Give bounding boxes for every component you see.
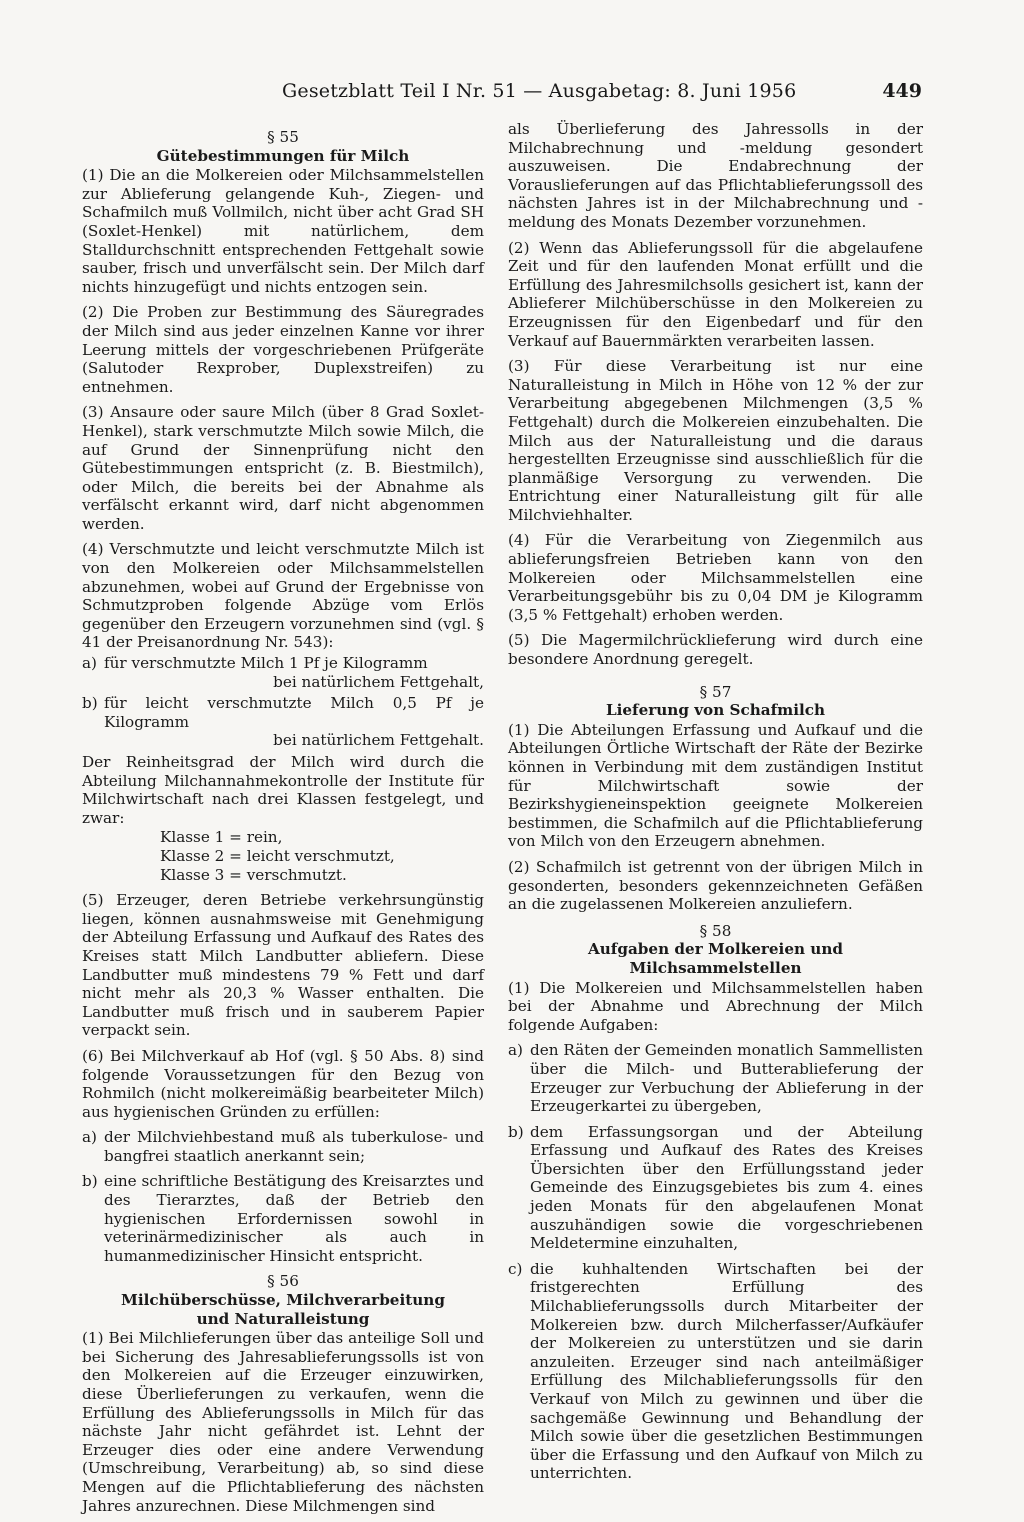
- section-58-number: § 58: [699, 921, 732, 940]
- list-label: b): [82, 694, 98, 713]
- paragraph: (4) Für die Verarbeitung von Ziegenmilch aus ablieferungsfreien Betrieben kann von den Molkereien oder Milchsammelstellen eine Verarbeitungsgebühr bis zu 0,04 DM je Kilogramm (3,5 % Fettgehalt) erhoben werden.: [508, 531, 923, 624]
- paragraph: (6) Bei Milchverkauf ab Hof (vgl. § 50 Abs. 8) sind folgende Voraussetzungen für den Bezug von Rohmilch (nicht molkereimäßig bearbeiteter Milch) aus hygienischen Gründen zu erfüllen:: [82, 1046, 484, 1121]
- list-text: dem Erfassungsorgan und der Abteilung Erfassung und Aufkauf des Rates des Kreises Übersichten über den Erfüllungsstand jeder Gemeinde des Einzugsgebietes bis zum 4. eines jeden Monats für den abgelaufenen Monat auszuhändigen sowie die vorgeschriebenen Meldetermine einzuhalten,: [530, 1122, 923, 1253]
- right-column: [508, 120, 923, 1490]
- list-label: a): [82, 654, 97, 673]
- list-item: [508, 1041, 923, 1115]
- list-continuation: bei natürlichem Fettgehalt,: [273, 672, 484, 691]
- section-57-number: § 57: [699, 682, 732, 701]
- klasse-item: Klasse 2 = leicht verschmutzt,: [160, 846, 395, 865]
- paragraph: (4) Verschmutzte und leicht verschmutzte Milch ist von den Molkereien oder Milchsammelstellen abzunehmen, wobei auf Grund der Ergebnisse von Schmutzproben folgende Abzüge vom Erlös gegenüber den Erzeugern vorzunehmen sind (vgl. § 41 der Preisanordnung Nr. 543):: [82, 540, 484, 652]
- list-text: den Räten der Gemeinden monatlich Sammellisten über die Milch- und Butterablieferung der Erzeuger zur Verbuchung der Ablieferung in der Erzeugerkartei zu übergeben,: [530, 1041, 923, 1116]
- list-text: die kuhhaltenden Wirtschaften bei der fristgerechten Erfüllung des Milchablieferungssolls durch Mitarbeiter der Molkereien bzw. durch Milcherfasser/Aufkäufer der Molkereien zu unterstützen und sie darin anzuleiten. Erzeuger sind nach anteilmäßiger Erfüllung des Milchablieferungssolls für den Verkauf von Milch zu gewinnen und über die sachgemäße Gewinnung und Behandlung der Milch sowie über die gesetzlichen Bestimmungen über die Erfassung und den Aufkauf von Milch zu unterrichten.: [530, 1259, 923, 1483]
- paragraph: (3) Für diese Verarbeitung ist nur eine Naturalleistung in Milch in Höhe von 12 % der zur Verarbeitung abgegebenen Milchmengen (3,5 % Fettgehalt) durch die Molkereien einzubehalten. Die Milch aus der Naturalleistung und die daraus hergestellten Erzeugnisse sind ausschließlich für die planmäßige Versorgung zu verwenden. Die Entrichtung einer Naturalleistung gilt für alle Milchviehhalter.: [508, 357, 923, 524]
- left-column: [82, 120, 484, 1522]
- list-label: a): [82, 1128, 97, 1147]
- section-56-number: § 56: [267, 1272, 299, 1291]
- list-label: b): [82, 1172, 98, 1191]
- paragraph: (5) Erzeuger, deren Betriebe verkehrsungünstig liegen, können ausnahmsweise mit Genehmigung der Abteilung Erfassung und Aufkauf des Rates des Kreises statt Milch Landbutter abliefern. Diese Landbutter muß mindestens 79 % Fett und darf nicht mehr als 20,3 % Wasser enthalten. Die Landbutter muß frisch und in sauberem Papier verpackt sein.: [82, 891, 484, 1040]
- page-number: 449: [882, 80, 922, 102]
- list-text: für verschmutzte Milch 1 Pf je Kilogramm: [104, 654, 428, 673]
- list-text: eine schriftliche Bestätigung des Kreisarztes und des Tierarztes, daß der Betrieb den hygienischen Erfordernissen sowohl in veterinärmedizinischer als auch in humanmedizinischer Hinsicht entspricht.: [104, 1172, 484, 1265]
- header-title: Gesetzblatt Teil I Nr. 51 — Ausgabetag: 8. Juni 1956: [282, 80, 797, 102]
- list-continuation: bei natürlichem Fettgehalt.: [273, 731, 484, 750]
- klasse-item: Klasse 3 = verschmutzt.: [160, 865, 347, 884]
- paragraph: (3) Ansaure oder saure Milch (über 8 Grad Soxlet-Henkel), stark verschmutzte Milch sowie Milch, die auf Grund der Sinnenprüfung nicht den Gütebestimmungen entspricht (z. B. Biestmilch), oder Milch, die bereits bei der Abnahme als verfälscht erkannt wird, darf nicht abgenommen werden.: [82, 403, 484, 533]
- paragraph: (1) Die an die Molkereien oder Milchsammelstellen zur Ablieferung gelangende Kuh-, Ziegen- und Schafmilch muß Vollmilch, nicht über acht Grad SH (Soxlet-Henkel) mit natürlichem, dem Stalldurchschnitt entsprechenden Fettgehalt sowie sauber, frisch und unverfälscht sein. Der Milch darf nichts hinzugefügt und nichts entzogen sein.: [82, 166, 484, 296]
- paragraph: (1) Bei Milchlieferungen über das anteilige Soll und bei Sicherung des Jahresablieferungssolls ist von den Molkereien auf die Erzeuger einzuwirken, diese Überlieferungen zu verkaufen, wenn die Erfüllung des Ablieferungssolls in Milch für das nächste Jahr nicht gefährdet ist. Lehnt der Erzeuger dies oder eine andere Verwendung (Umschreibung, Verarbeitung) ab, so sind diese Mengen auf die Pflichtablieferung des nächsten Jahres anzurechnen. Diese Milchmengen sind: [82, 1329, 484, 1515]
- paragraph: (1) Die Molkereien und Milchsammelstellen haben bei der Abnahme und Abrechnung der Milch folgende Aufgaben:: [508, 978, 923, 1034]
- paragraph: als Überlieferung des Jahressolls in der Milchabrechnung und -meldung gesondert auszuweisen. Die Endabrechnung der Vorauslieferungen auf das Pflichtablieferungssoll des nächsten Jahres ist in der Milchabrechnung und -meldung des Monats Dezember vorzunehmen.: [508, 120, 923, 231]
- paragraph: Der Reinheitsgrad der Milch wird durch die Abteilung Milchannahmekontrolle der Institute für Milchwirtschaft nach drei Klassen festgelegt, und zwar:: [82, 753, 484, 827]
- list-item: [508, 1260, 923, 1483]
- paragraph: (2) Wenn das Ablieferungssoll für die abgelaufene Zeit und für den laufenden Monat erfüllt und die Erfüllung des Jahresmilchsolls gesichert ist, kann der Ablieferer Milchüberschüsse in den Molkereien zu Erzeugnissen für den Eigenbedarf und für den Verkauf auf Bauernmärkten verarbeiten lassen.: [508, 238, 923, 350]
- list-item: [82, 694, 484, 731]
- section-57-title: Lieferung von Schafmilch: [605, 701, 826, 720]
- list-item: [82, 654, 484, 673]
- list-text: der Milchviehbestand muß als tuberkulose- und bangfrei staatlich anerkannt sein;: [104, 1128, 484, 1165]
- paragraph: (5) Die Magermilchrücklieferung wird durch eine besondere Anordnung geregelt.: [508, 631, 923, 669]
- paragraph: (1) Die Abteilungen Erfassung und Aufkauf und die Abteilungen Örtliche Wirtschaft der Räte der Bezirke können in Verbindung mit dem zuständigen Institut für Milchwirtschaft sowie der Bezirkshygieneinspektion geeignete Molkereien bestimmen, die Schafmilch auf die Pflichtablieferung von Milch von den Erzeugern abnehmen.: [508, 720, 923, 851]
- klasse-item: Klasse 1 = rein,: [160, 828, 283, 847]
- paragraph: (2) Schafmilch ist getrennt von der übrigen Milch in gesonderten, besonders gekennzeichneten Gefäßen an die zugelassenen Molkereien anzuliefern.: [508, 857, 923, 914]
- section-56-title-line2: und Naturalleistung: [196, 1309, 370, 1328]
- paragraph: (2) Die Proben zur Bestimmung des Säuregrades der Milch sind aus jeder einzelnen Kanne vor ihrer Leerung mittels der vorgeschriebenen Prüfgeräte (Salutoder Rexprober, Duplexstreifen) zu entnehmen.: [82, 303, 484, 396]
- list-label: c): [508, 1259, 523, 1278]
- klasse-list: [160, 828, 484, 884]
- list-item: [508, 1123, 923, 1253]
- list-label: b): [508, 1122, 524, 1141]
- page-header: [282, 80, 922, 106]
- list-item: [82, 1128, 484, 1165]
- section-58-title: Aufgaben der Molkereien und Milchsammelstellen: [587, 940, 844, 977]
- section-55-number: § 55: [267, 128, 299, 146]
- section-56-title: Milchüberschüsse, Milchverarbeitung: [121, 1291, 445, 1310]
- list-text: für leicht verschmutzte Milch 0,5 Pf je Kilogramm: [104, 694, 484, 731]
- list-item: [82, 1172, 484, 1265]
- list-label: a): [508, 1041, 523, 1060]
- section-55-title: Gütebestimmungen für Milch: [156, 146, 410, 165]
